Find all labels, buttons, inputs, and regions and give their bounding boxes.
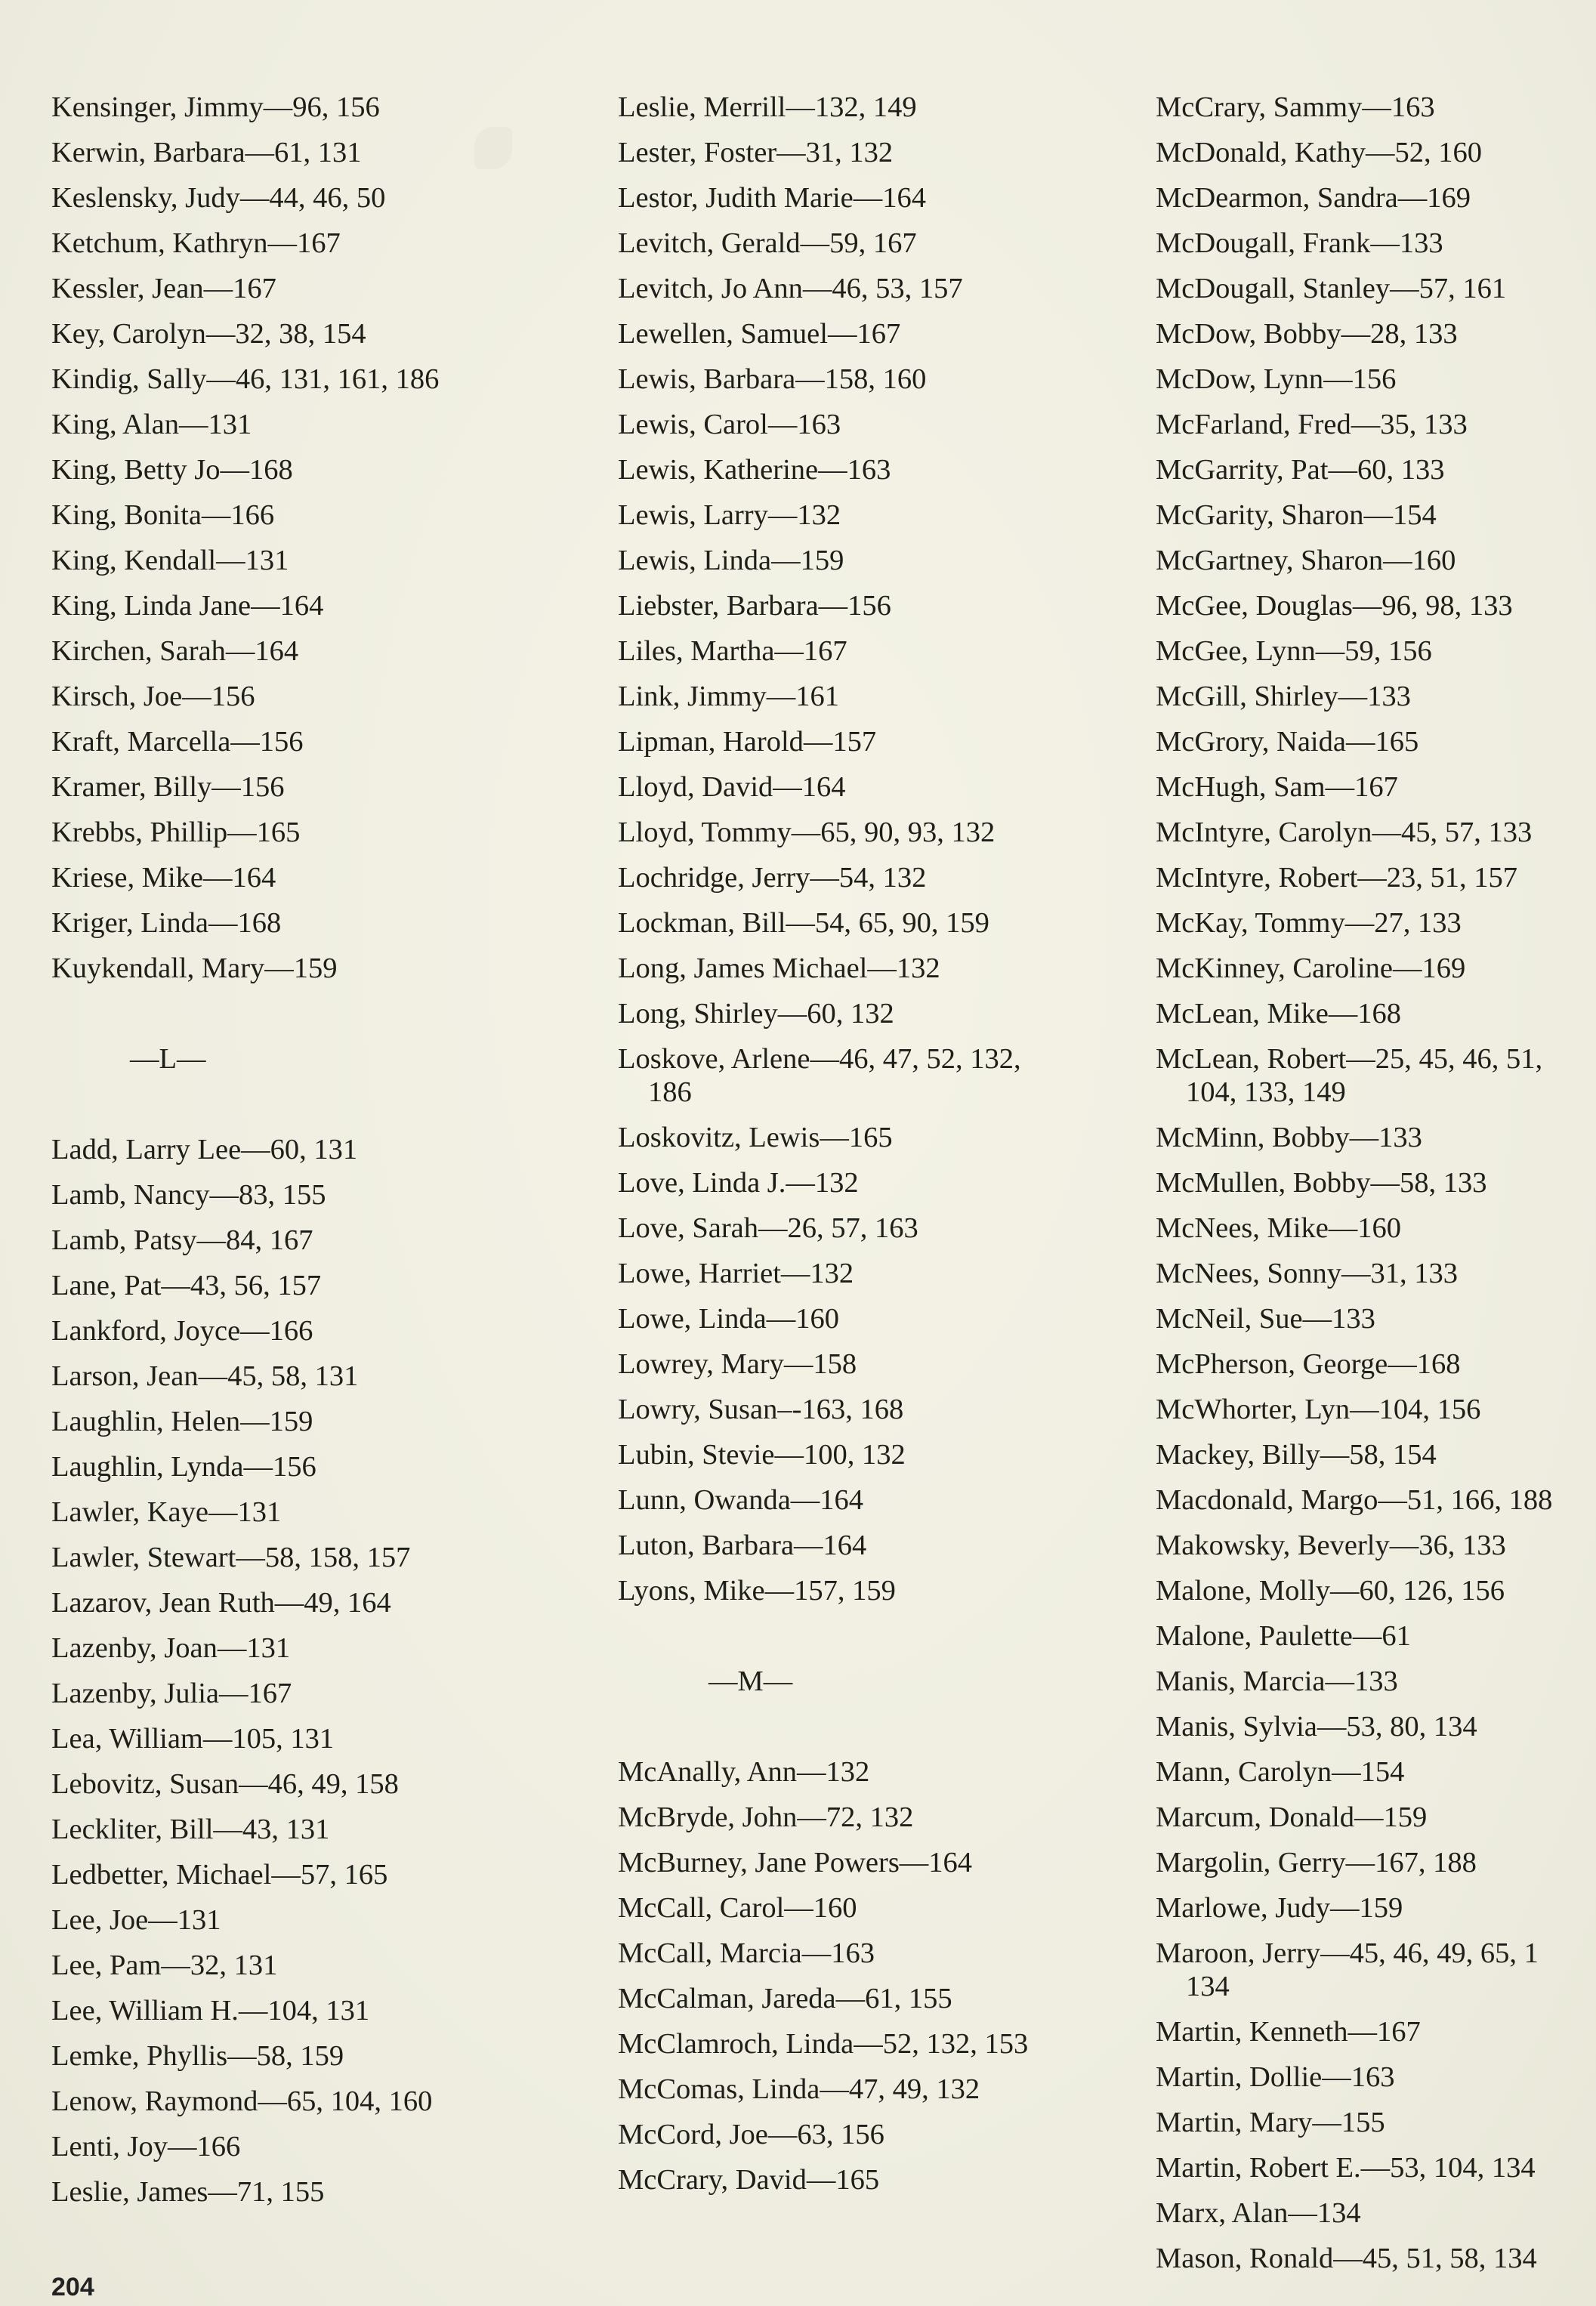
index-entry: Kraft, Marcella—156 — [51, 726, 304, 758]
index-entry: McPherson, George—168 — [1156, 1348, 1461, 1380]
entry-first-line: Loskove, Arlene—46, 47, 52, 132, — [618, 1043, 1021, 1075]
index-entry: Lipman, Harold—157 — [618, 726, 877, 758]
index-entry: Lee, Joe—131 — [51, 1904, 221, 1936]
index-entry: Laughlin, Lynda—156 — [51, 1451, 316, 1483]
index-entry: Keslensky, Judy—44, 46, 50 — [51, 182, 386, 214]
index-entry: McClamroch, Linda—52, 132, 153 — [618, 2028, 1029, 2060]
index-entry: Levitch, Jo Ann—46, 53, 157 — [618, 273, 963, 304]
index-entry: Makowsky, Beverly—36, 133 — [1156, 1530, 1506, 1561]
index-entry: Lawler, Stewart—58, 158, 157 — [51, 1542, 411, 1573]
index-entry: McDearmon, Sandra—169 — [1156, 182, 1471, 214]
index-entry: Kriese, Mike—164 — [51, 862, 276, 894]
index-entry: Lankford, Joyce—166 — [51, 1315, 313, 1347]
index-entry: Larson, Jean—45, 58, 131 — [51, 1360, 359, 1392]
index-entry: Lewellen, Samuel—167 — [618, 318, 901, 350]
index-entry: Malone, Molly—60, 126, 156 — [1156, 1575, 1505, 1607]
index-entry: Ledbetter, Michael—57, 165 — [51, 1859, 388, 1891]
index-entry: Kriger, Linda—168 — [51, 907, 282, 939]
index-entry: Lestor, Judith Marie—164 — [618, 182, 926, 214]
index-entry: Mackey, Billy—58, 154 — [1156, 1439, 1437, 1471]
index-entry: Lewis, Carol—163 — [618, 409, 841, 440]
index-entry: McGarrity, Pat—60, 133 — [1156, 454, 1445, 486]
index-entry: Kuykendall, Mary—159 — [51, 952, 338, 984]
index-entry: Martin, Dollie—163 — [1156, 2061, 1395, 2093]
section-header-m: —M— — [708, 1665, 793, 1697]
index-entry: Liebster, Barbara—156 — [618, 590, 891, 622]
index-entry: McMullen, Bobby—58, 133 — [1156, 1167, 1487, 1199]
index-entry: Lea, William—105, 131 — [51, 1723, 335, 1755]
index-entry: Long, James Michael—132 — [618, 952, 940, 984]
index-entry: Love, Linda J.—132 — [618, 1167, 859, 1199]
index-entry: Lowe, Harriet—132 — [618, 1258, 854, 1289]
index-entry: Kerwin, Barbara—61, 131 — [51, 137, 362, 168]
index-entry: Ketchum, Kathryn—167 — [51, 227, 341, 259]
index-entry: Manis, Marcia—133 — [1156, 1665, 1398, 1697]
index-entry: Lewis, Katherine—163 — [618, 454, 891, 486]
index-entry: Lockman, Bill—54, 65, 90, 159 — [618, 907, 989, 939]
index-entry: McDow, Bobby—28, 133 — [1156, 318, 1458, 350]
index-column-2 — [618, 91, 1147, 2209]
index-entry: McCall, Marcia—163 — [618, 1937, 875, 1969]
index-entry: Kindig, Sally—46, 131, 161, 186 — [51, 363, 440, 395]
index-entry: McIntyre, Carolyn—45, 57, 133 — [1156, 817, 1533, 848]
index-entry: King, Kendall—131 — [51, 545, 289, 576]
index-entry: Lowry, Susan–-163, 168 — [618, 1394, 904, 1425]
index-entry: McGartney, Sharon—160 — [1156, 545, 1456, 576]
index-entry: Link, Jimmy—161 — [618, 681, 840, 712]
index-entry: McGarity, Sharon—154 — [1156, 499, 1437, 531]
index-entry: Liles, Martha—167 — [618, 635, 847, 667]
index-entry: King, Alan—131 — [51, 409, 252, 440]
index-entry: McDow, Lynn—156 — [1156, 363, 1397, 395]
index-entry: McDougall, Frank—133 — [1156, 227, 1443, 259]
index-entry: Long, Shirley—60, 132 — [618, 998, 894, 1030]
index-entry: Marx, Alan—134 — [1156, 2197, 1361, 2229]
index-entry: Love, Sarah—26, 57, 163 — [618, 1212, 918, 1244]
index-entry: McCall, Carol—160 — [618, 1892, 857, 1924]
index-entry: King, Linda Jane—164 — [51, 590, 324, 622]
index-entry: McCrary, Sammy—163 — [1156, 91, 1435, 123]
index-entry: McCord, Joe—63, 156 — [618, 2119, 884, 2150]
index-entry: Lamb, Nancy—83, 155 — [51, 1179, 326, 1211]
index-entry: Leslie, Merrill—132, 149 — [618, 91, 917, 123]
index-entry: McComas, Linda—47, 49, 132 — [618, 2073, 980, 2105]
index-entry: Martin, Kenneth—167 — [1156, 2016, 1421, 2048]
index-entry: Lazenby, Julia—167 — [51, 1678, 292, 1709]
index-entry: McBryde, John—72, 132 — [618, 1801, 914, 1833]
index-entry: Lunn, Owanda—164 — [618, 1484, 864, 1516]
index-entry: McGill, Shirley—133 — [1156, 681, 1411, 712]
index-entry: McFarland, Fred—35, 133 — [1156, 409, 1468, 440]
index-entry: Margolin, Gerry—167, 188 — [1156, 1847, 1477, 1878]
index-entry: Lemke, Phyllis—58, 159 — [51, 2040, 344, 2072]
index-entry-wrapped — [1156, 1937, 1579, 2015]
index-entry: McMinn, Bobby—133 — [1156, 1122, 1422, 1153]
index-entry: McBurney, Jane Powers—164 — [618, 1847, 973, 1878]
index-entry: Lenow, Raymond—65, 104, 160 — [51, 2085, 433, 2117]
index-entry: Lawler, Kaye—131 — [51, 1496, 282, 1528]
index-entry: McKay, Tommy—27, 133 — [1156, 907, 1462, 939]
entry-continuation: 186 — [648, 1076, 692, 1108]
index-entry: King, Bonita—166 — [51, 499, 275, 531]
index-entry: Lenti, Joy—166 — [51, 2131, 241, 2162]
index-entry: Lane, Pat—43, 56, 157 — [51, 1270, 322, 1301]
index-entry-wrapped — [618, 1042, 1147, 1121]
index-entry: McDonald, Kathy—52, 160 — [1156, 137, 1482, 168]
index-entry: Marlowe, Judy—159 — [1156, 1892, 1403, 1924]
index-entry: Krebbs, Phillip—165 — [51, 817, 301, 848]
index-entry: Loskovitz, Lewis—165 — [618, 1122, 893, 1153]
index-entry: Mann, Carolyn—154 — [1156, 1756, 1405, 1788]
index-entry: Lloyd, Tommy—65, 90, 93, 132 — [618, 817, 996, 848]
index-entry: McIntyre, Robert—23, 51, 157 — [1156, 862, 1518, 894]
index-entry: McGrory, Naida—165 — [1156, 726, 1419, 758]
index-entry: Lazarov, Jean Ruth—49, 164 — [51, 1587, 391, 1619]
entry-first-line: McLean, Robert—25, 45, 46, 51, — [1156, 1043, 1543, 1075]
index-entry: McLean, Mike—168 — [1156, 998, 1402, 1030]
index-entry: McNees, Sonny—31, 133 — [1156, 1258, 1458, 1289]
index-entry: McKinney, Caroline—169 — [1156, 952, 1466, 984]
index-entry: Kessler, Jean—167 — [51, 273, 276, 304]
index-entry: Lewis, Barbara—158, 160 — [618, 363, 927, 395]
index-entry: Kirsch, Joe—156 — [51, 681, 255, 712]
index-column-1 — [51, 91, 610, 2221]
index-entry: Lazenby, Joan—131 — [51, 1632, 291, 1664]
index-entry: Lewis, Larry—132 — [618, 499, 841, 531]
index-entry: Lester, Foster—31, 132 — [618, 137, 894, 168]
section-header-l: —L— — [130, 1043, 206, 1075]
index-entry: Martin, Mary—155 — [1156, 2107, 1385, 2138]
index-entry: Luton, Barbara—164 — [618, 1530, 867, 1561]
index-entry: Lee, William H.—104, 131 — [51, 1995, 370, 2027]
index-entry: McNeil, Sue—133 — [1156, 1303, 1375, 1335]
index-entry: McCrary, David—165 — [618, 2164, 880, 2196]
index-entry: Lochridge, Jerry—54, 132 — [618, 862, 927, 894]
index-entry: Kramer, Billy—156 — [51, 771, 285, 803]
index-entry: Lee, Pam—32, 131 — [51, 1949, 278, 1981]
index-entry: Lyons, Mike—157, 159 — [618, 1575, 896, 1607]
index-entry: Lowe, Linda—160 — [618, 1303, 839, 1335]
index-entry: Leslie, James—71, 155 — [51, 2176, 325, 2208]
index-column-3 — [1156, 91, 1579, 2287]
index-entry: Lewis, Linda—159 — [618, 545, 844, 576]
index-entry: Ladd, Larry Lee—60, 131 — [51, 1134, 358, 1165]
index-entry: McGee, Douglas—96, 98, 133 — [1156, 590, 1513, 622]
index-entry: Laughlin, Helen—159 — [51, 1406, 313, 1437]
index-entry: McCalman, Jareda—61, 155 — [618, 1983, 952, 2014]
index-entry: Kirchen, Sarah—164 — [51, 635, 299, 667]
index-entry: Martin, Robert E.—53, 104, 134 — [1156, 2152, 1536, 2184]
index-entry: Lowrey, Mary—158 — [618, 1348, 857, 1380]
index-entry: McAnally, Ann—132 — [618, 1756, 870, 1788]
index-entry: Kensinger, Jimmy—96, 156 — [51, 91, 380, 123]
index-entry: Mason, Ronald—45, 51, 58, 134 — [1156, 2243, 1537, 2274]
index-entry: Lloyd, David—164 — [618, 771, 846, 803]
index-entry: Lebovitz, Susan—46, 49, 158 — [51, 1768, 399, 1800]
index-entry: McGee, Lynn—59, 156 — [1156, 635, 1432, 667]
page-number: 204 — [51, 2273, 94, 2301]
index-entry: Manis, Sylvia—53, 80, 134 — [1156, 1711, 1477, 1743]
index-entry: Levitch, Gerald—59, 167 — [618, 227, 917, 259]
index-entry: Lubin, Stevie—100, 132 — [618, 1439, 906, 1471]
index-entry: Marcum, Donald—159 — [1156, 1801, 1428, 1833]
index-entry: McWhorter, Lyn—104, 156 — [1156, 1394, 1481, 1425]
index-entry: McNees, Mike—160 — [1156, 1212, 1402, 1244]
index-entry: King, Betty Jo—168 — [51, 454, 293, 486]
entry-continuation: 134 — [1186, 1971, 1230, 2002]
entry-continuation: 104, 133, 149 — [1186, 1076, 1346, 1108]
index-entry: McDougall, Stanley—57, 161 — [1156, 273, 1507, 304]
index-entry: McHugh, Sam—167 — [1156, 771, 1398, 803]
index-entry-wrapped — [1156, 1042, 1579, 1121]
entry-first-line: Maroon, Jerry—45, 46, 49, 65, 1 — [1156, 1937, 1539, 1969]
index-entry: Key, Carolyn—32, 38, 154 — [51, 318, 366, 350]
index-entry: Macdonald, Margo—51, 166, 188 — [1156, 1484, 1553, 1516]
index-entry: Malone, Paulette—61 — [1156, 1620, 1411, 1652]
index-entry: Leckliter, Bill—43, 131 — [51, 1814, 330, 1845]
index-entry: Lamb, Patsy—84, 167 — [51, 1224, 313, 1256]
